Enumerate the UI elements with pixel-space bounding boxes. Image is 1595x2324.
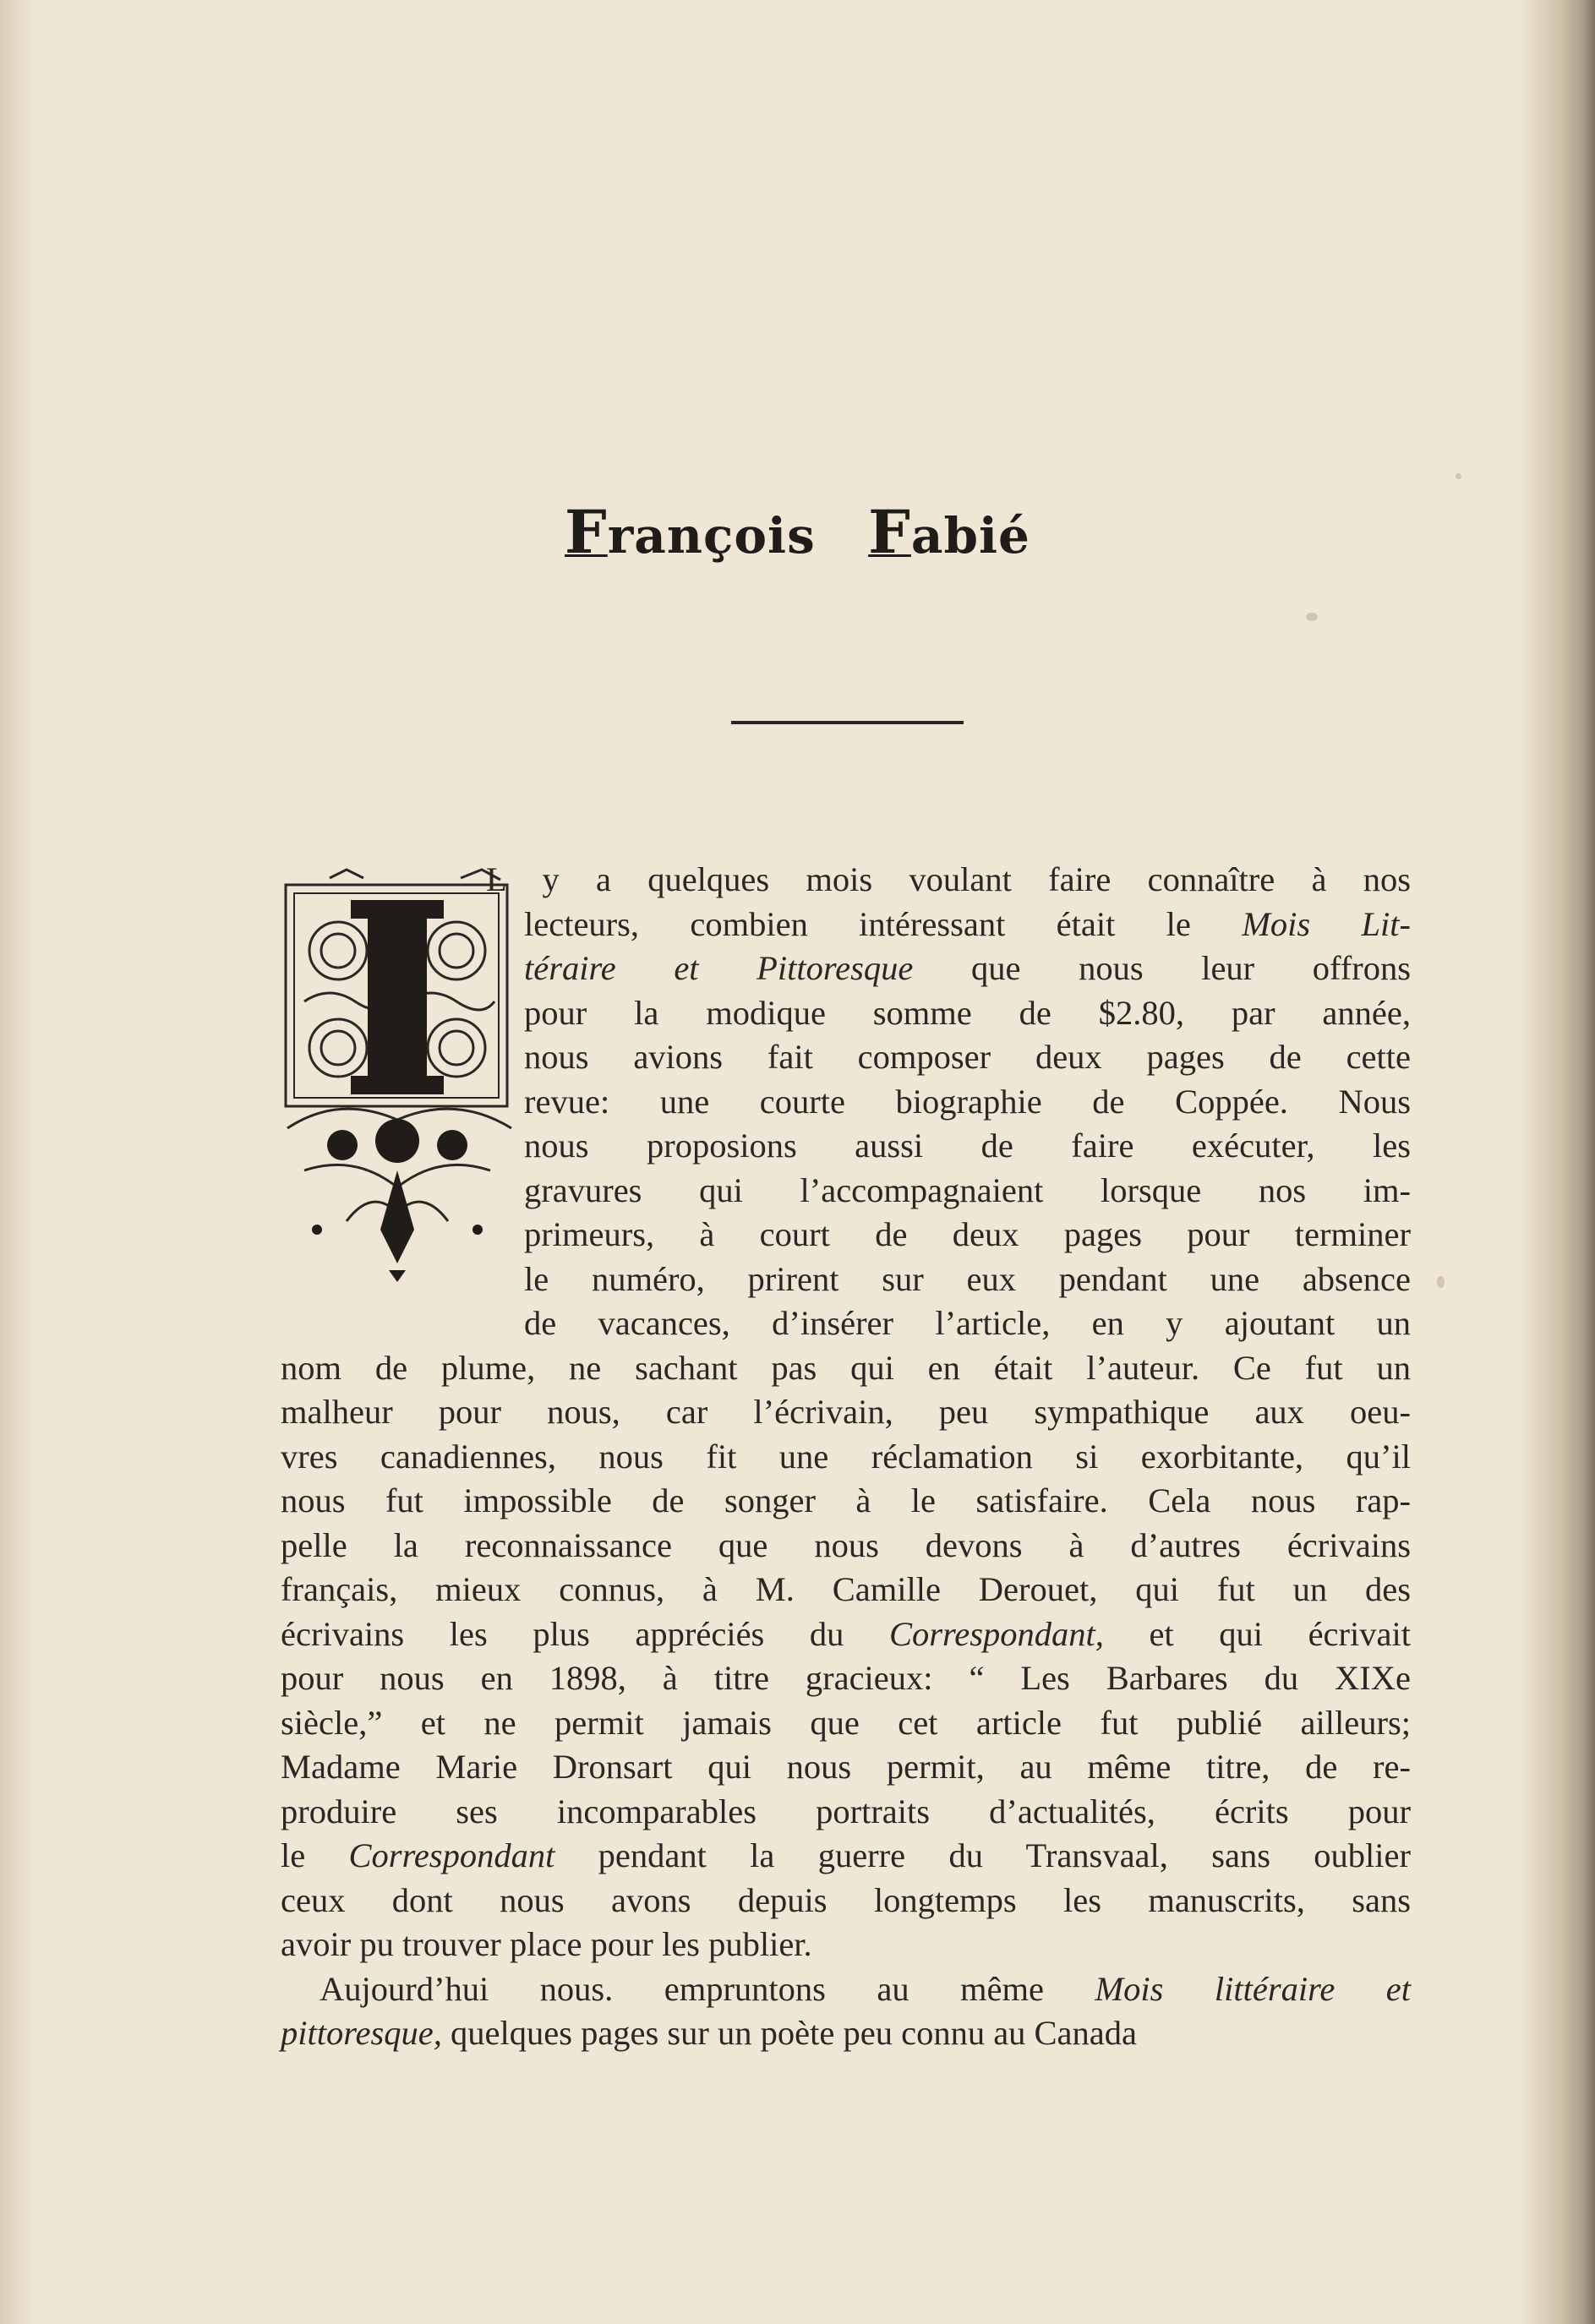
text-run: que nous leur offrons	[913, 949, 1411, 987]
article-body	[281, 858, 1411, 2056]
text-line	[281, 1257, 1411, 1302]
text-line	[281, 1701, 1411, 1746]
text-run: pendant la guerre du Transvaal, sans oublier	[554, 1836, 1411, 1874]
text-line	[281, 1080, 1411, 1125]
text-run: Madame Marie Dronsart qui nous permit, au même titre, de re-	[281, 1748, 1411, 1786]
title-initial: F	[565, 497, 608, 567]
text-line	[281, 2011, 1411, 2056]
text-run: nous proposions aussi de faire exécuter, les	[524, 1127, 1411, 1165]
text-run: L y a quelques mois voulant faire connaître à nos	[486, 860, 1411, 898]
text-line	[281, 1790, 1411, 1835]
text-run: pour nous en 1898, à titre gracieux: “ Les Barbares du XIXe	[281, 1659, 1411, 1697]
text-run: ceux dont nous avons depuis longtemps les manuscrits, sans	[281, 1880, 1411, 1919]
text-line	[281, 1390, 1411, 1435]
paper-speck	[1437, 1276, 1445, 1288]
text-line	[281, 1479, 1411, 1524]
text-run: pour la modique somme de $2.80, par année,	[524, 993, 1411, 1032]
page-gutter-shadow	[0, 0, 34, 2324]
text-line	[281, 1745, 1411, 1790]
italic-text: Mois Lit-	[1242, 904, 1412, 943]
text-line	[281, 1035, 1411, 1080]
text-line	[243, 858, 1411, 903]
text-line	[281, 1213, 1411, 1257]
text-line	[281, 1169, 1411, 1214]
text-run: écrivains les plus appréciés du	[281, 1614, 889, 1653]
text-line	[281, 1656, 1411, 1701]
italic-text: Mois littéraire et	[1095, 1969, 1411, 2008]
page-edge-shadow	[1519, 0, 1595, 2324]
text-run: le numéro, prirent sur eux pendant une absence	[524, 1259, 1411, 1298]
text-line	[281, 1301, 1411, 1346]
text-line	[281, 991, 1411, 1036]
text-run: Aujourd’hui nous. empruntons au même	[320, 1969, 1095, 2008]
text-run: le	[281, 1836, 349, 1874]
text-run: vres canadiennes, nous fit une réclamation si exorbitante, qu’il	[281, 1437, 1411, 1476]
text-run: quelques pages sur un poète peu connu au Canada	[441, 2014, 1137, 2052]
italic-text: pittoresque,	[281, 2014, 442, 2052]
text-run: produire ses incomparables portraits d’actualités, écrits pour	[281, 1792, 1411, 1830]
text-run: et qui écrivait	[1103, 1614, 1411, 1653]
title-word: rançois	[607, 507, 816, 565]
text-run: avoir pu trouver place pour les publier.	[281, 1925, 812, 1963]
text-line	[281, 1923, 1411, 1967]
text-line	[281, 1346, 1411, 1391]
title-word: abié	[910, 507, 1030, 565]
text-run: de vacances, d’insérer l’article, en y ajoutant un	[524, 1304, 1411, 1342]
text-line	[281, 1612, 1411, 1657]
text-run: primeurs, à court de deux pages pour terminer	[524, 1215, 1411, 1253]
title-initial: F	[868, 497, 911, 567]
text-line	[281, 903, 1411, 947]
text-run: siècle,” et ne permit jamais que cet article fut publié ailleurs;	[281, 1703, 1411, 1742]
italic-text: Correspondant,	[888, 1614, 1104, 1653]
text-line	[281, 1879, 1411, 1923]
text-run: lecteurs, combien intéressant était le	[524, 904, 1243, 943]
text-run: nous fut impossible de songer à le satisfaire. Cela nous rap-	[281, 1481, 1411, 1519]
italic-text: téraire et Pittoresque	[524, 949, 914, 987]
text-run: nous avions fait composer deux pages de cette	[524, 1038, 1411, 1076]
text-line	[281, 1568, 1411, 1612]
text-run: français, mieux connus, à M. Camille Derouet, qui fut un des	[281, 1570, 1411, 1608]
text-line	[281, 1967, 1411, 2012]
section-rule	[731, 721, 964, 724]
text-run: revue: une courte biographie de Coppée. Nous	[524, 1082, 1411, 1121]
text-line	[281, 1435, 1411, 1480]
italic-text: Correspondant	[348, 1836, 555, 1874]
paper-speck	[1456, 473, 1461, 479]
text-line	[281, 1834, 1411, 1879]
page-title	[0, 497, 1595, 567]
text-line	[281, 1524, 1411, 1568]
text-run: nom de plume, ne sachant pas qui en était l’auteur. Ce fut un	[281, 1348, 1411, 1387]
text-line	[281, 947, 1411, 991]
text-line	[281, 1124, 1411, 1169]
text-run: pelle la reconnaissance que nous devons à d’autres écrivains	[281, 1525, 1411, 1564]
paper-speck	[1306, 613, 1318, 621]
text-run: malheur pour nous, car l’écrivain, peu sympathique aux oeu-	[281, 1393, 1411, 1431]
text-run: gravures qui l’accompagnaient lorsque nos im-	[524, 1170, 1411, 1209]
